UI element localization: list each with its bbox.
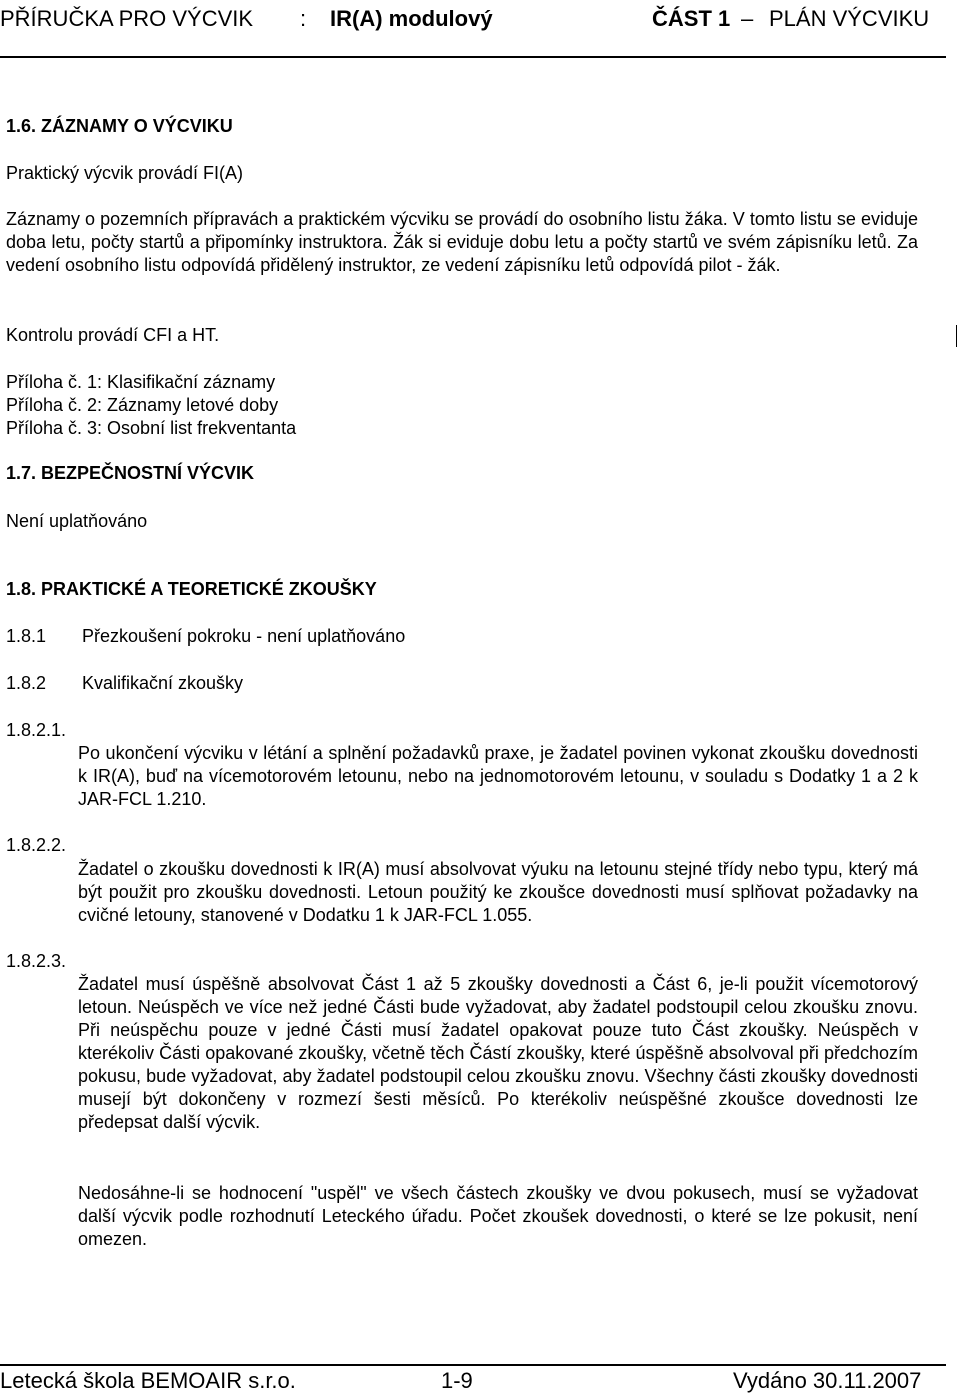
header-rule xyxy=(0,56,946,58)
heading-1-6: 1.6. ZÁZNAMY O VÝCVIKU xyxy=(6,116,233,136)
paragraph-not-applied: Není uplatňováno xyxy=(6,511,148,531)
annex-item: Příloha č. 1: Klasifikační záznamy xyxy=(6,372,276,392)
item-1-8-2-3-text: Žadatel musí úspěšně absolvovat Část 1 až 5 zkoušky dovednosti a Část 6, je-li použit vícemotorový letoun. Neúspěch ve více než jedné Části bude vyžadovat, aby žadatel podstoupil celou zkoušku znovu. Při neúspěchu pouze v jedné Části musí žadatel opakovat pouze tuto Část zkoušky. Neúspěch v kterékoliv Části opakované zkoušky, včetně těch Částí zkoušky, které úspěšně absolvoval při předchozím pokusu, bude vyžadovat, aby žadatel podstoupil celou zkoušku znovu. Všechny části zkoušky dovednosti musejí být dokončeny v rozmezí šesti měsíců. Po kterékoliv neúspěšné zkoušce dovednosti lze předepsat další výcvik. xyxy=(78,974,918,1132)
footer-school: Letecká škola BEMOAIR s.r.o. xyxy=(0,1368,296,1393)
item-1-8-2-1-text: Po ukončení výcviku v létání a splnění požadavků praxe, je žadatel povinen vykonat zkoušku dovednosti k IR(A), buď na vícemotorovém letounu, nebo na jednomotorovém letounu, v souladu s Dodatky 1 a 2 k JAR-FCL 1.210. xyxy=(78,743,918,809)
annex-item: Příloha č. 2: Záznamy letové doby xyxy=(6,395,279,415)
paragraph-records: Záznamy o pozemních přípravách a praktickém výcviku se provádí do osobního listu žáka. V tomto listu se eviduje doba letu, počty startů a připomínky instruktora. Žák si eviduje dobu letu a počty startů ve svém zápisníku letů. Za vedení osobního listu odpovídá přidělený instruktor, ze vedení zápisníku letů odpovídá pilot - žák. xyxy=(6,209,918,275)
item-1-8-2-text: Kvalifikační zkoušky xyxy=(82,673,244,693)
annex-item: Příloha č. 3: Osobní list frekventanta xyxy=(6,418,297,438)
revision-bar xyxy=(956,325,957,347)
header-dash: – xyxy=(741,6,754,31)
heading-1-7: 1.7. BEZPEČNOSTNÍ VÝCVIK xyxy=(6,463,255,483)
item-1-8-2-number: 1.8.2 xyxy=(6,673,47,693)
header-separator: : xyxy=(300,6,307,31)
item-1-8-1-text: Přezkoušení pokroku - není uplatňováno xyxy=(82,626,406,646)
item-1-8-2-2-text: Žadatel o zkoušku dovednosti k IR(A) musí absolvovat výuku na letounu stejné třídy nebo typu, který má být použit pro zkoušku dovednosti. Letoun použitý ke zkoušce dovednosti musí splňovat požadavky na cvičné letouny, stanovené v Dodatku 1 k JAR-FCL 1.055. xyxy=(78,859,918,925)
item-1-8-2-3-number: 1.8.2.3. xyxy=(6,951,67,971)
footer-page-number: 1-9 xyxy=(441,1368,473,1393)
item-1-8-1-number: 1.8.1 xyxy=(6,626,47,646)
footer-rule xyxy=(0,1364,946,1366)
item-1-8-2-2-number: 1.8.2.2. xyxy=(6,835,67,855)
header-section: PLÁN VÝCVIKU xyxy=(769,6,930,31)
item-1-8-2-3-text-continued: Nedosáhne-li se hodnocení "uspěl" ve všech částech zkoušky ve dvou pokusech, musí se vyžadovat další výcvik podle rozhodnutí Leteckého úřadu. Počet zkoušek dovednosti, o které se lze pokusit, není omezen. xyxy=(78,1183,918,1249)
paragraph-control: Kontrolu provádí CFI a HT. xyxy=(6,325,220,345)
paragraph-practical-training: Praktický výcvik provádí FI(A) xyxy=(6,163,244,183)
header-part: ČÁST 1 xyxy=(652,6,731,31)
header-course: IR(A) modulový xyxy=(330,6,493,31)
item-1-8-2-1-number: 1.8.2.1. xyxy=(6,720,67,740)
header-manual-title: PŘÍRUČKA PRO VÝCVIK xyxy=(0,6,254,31)
heading-1-8: 1.8. PRAKTICKÉ A TEORETICKÉ ZKOUŠKY xyxy=(6,579,377,599)
footer-issue-date: Vydáno 30.11.2007 xyxy=(733,1368,922,1393)
